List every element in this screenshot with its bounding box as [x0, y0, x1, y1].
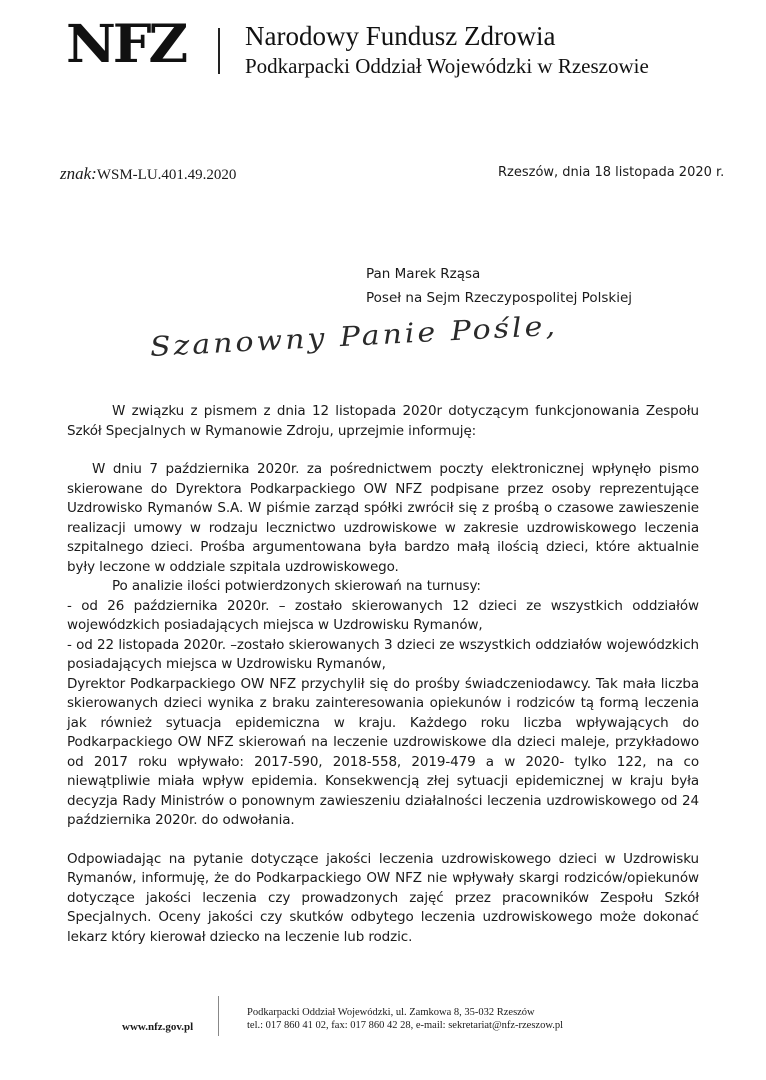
- reference-label: znak:: [60, 164, 97, 183]
- addressee-name: Pan Marek Rząsa: [366, 266, 481, 282]
- footer-address-line: Podkarpacki Oddział Wojewódzki, ul. Zamkowa 8, 35-032 Rzeszów: [247, 1007, 535, 1018]
- org-header: [245, 20, 649, 80]
- intro-paragraph: W związku z pismem z dnia 12 listopada 2020r dotyczącym funkcjonowania Zespołu Szkół Specjalnych w Rymanowie Zdroju, uprzejmie informuję:: [67, 403, 699, 439]
- org-branch: Podkarpacki Oddział Wojewódzki w Rzeszowie: [245, 54, 649, 78]
- reference-number: [60, 164, 236, 184]
- paragraph-4: Odpowiadając na pytanie dotyczące jakości leczenia uzdrowiskowego dzieci w Uzdrowisku Rymanów, informuję, że do Podkarpackiego OW NFZ nie wpływały skargi rodziców/opiekunów dotyczące jakości leczenia czy prowadzonych zajęć przez pracowników Zespołu Szkół Specjalnych. Oceny jakości czy skutków odbytego leczenia uzdrowiskowego może dokonać lekarz który kierował dziecko na leczenie lub rodzic.: [67, 850, 699, 945]
- list-item-2: - od 22 listopada 2020r. –zostało skierowanych 3 dzieci ze wszystkich oddziałów wojewódzkich posiadających miejsca w Uzdrowisku Rymanów,: [67, 636, 699, 672]
- letter-date: Rzeszów, dnia 18 listopada 2020 r.: [498, 165, 725, 180]
- reference-value: WSM-LU.401.49.2020: [96, 167, 237, 183]
- list-item-1: - od 26 października 2020r. – zostało skierowanych 12 dzieci ze wszystkich oddziałów wojewódzkich posiadających miejsca w Uzdrowisku Rymanów,: [67, 597, 699, 633]
- header-divider: [218, 28, 220, 74]
- footer-website[interactable]: www.nfz.gov.pl: [122, 1021, 194, 1033]
- org-name: Narodowy Fundusz Zdrowia: [245, 21, 556, 51]
- addressee-block: [366, 262, 632, 310]
- paragraph-2: Po analizie ilości potwierdzonych skierowań na turnusy:: [112, 578, 481, 594]
- footer-contact-line: tel.: 017 860 41 02, fax: 017 860 42 28, e-mail: sekretariat@nfz-rzeszow.pl: [247, 1020, 564, 1031]
- handwritten-salutation: Szanowny Panie Pośle,: [149, 310, 559, 364]
- letter-body: [67, 402, 699, 947]
- paragraph-3: Dyrektor Podkarpackiego OW NFZ przychylił się do prośby świadczeniodawcy. Tak mała liczba skierowanych dzieci wynika z braku zainteresowania opiekunów i rodziców tą formą leczenia jak również sytuacja epidemiczna w kraju. Każdego roku liczba wpływających do Podkarpackiego OW NFZ skierowań na leczenie uzdrowiskowe dla dzieci maleje, przykładowo od 2017 roku wpływało: 2017-590, 2018-558, 2019-479 a w 2020- tylko 122, na co niewątpliwie miała wpływ epidemia. Konsekwencją złej sytuacji epidemicznej w kraju była decyzja Rady Ministrów o ponownym zawieszeniu działalności leczenia uzdrowiskowego od 24 października 2020r. do odwołania.: [67, 675, 699, 828]
- paragraph-1: W dniu 7 października 2020r. za pośrednictwem poczty elektronicznej wpłynęło pismo skierowane do Dyrektora Podkarpackiego OW NFZ podpisane przez osoby reprezentujące Uzdrowisko Rymanów S.A. W piśmie zarząd spółki zwrócił się z prośbą o czasowe zawieszenie realizacji umowy w rodzaju lecznictwo uzdrowiskowe w zakresie uzdrowiskowego leczenia szpitalnego dzieci. Prośba argumentowana była bardzo małą ilością dzieci, które aktualnie były leczone w oddziale szpitala uzdrowiskowego.: [67, 461, 699, 575]
- footer-divider: [218, 996, 219, 1036]
- footer-address: [247, 1006, 563, 1032]
- addressee-title: Poseł na Sejm Rzeczypospolitej Polskiej: [366, 290, 633, 306]
- nfz-logo: NFZ: [66, 14, 186, 75]
